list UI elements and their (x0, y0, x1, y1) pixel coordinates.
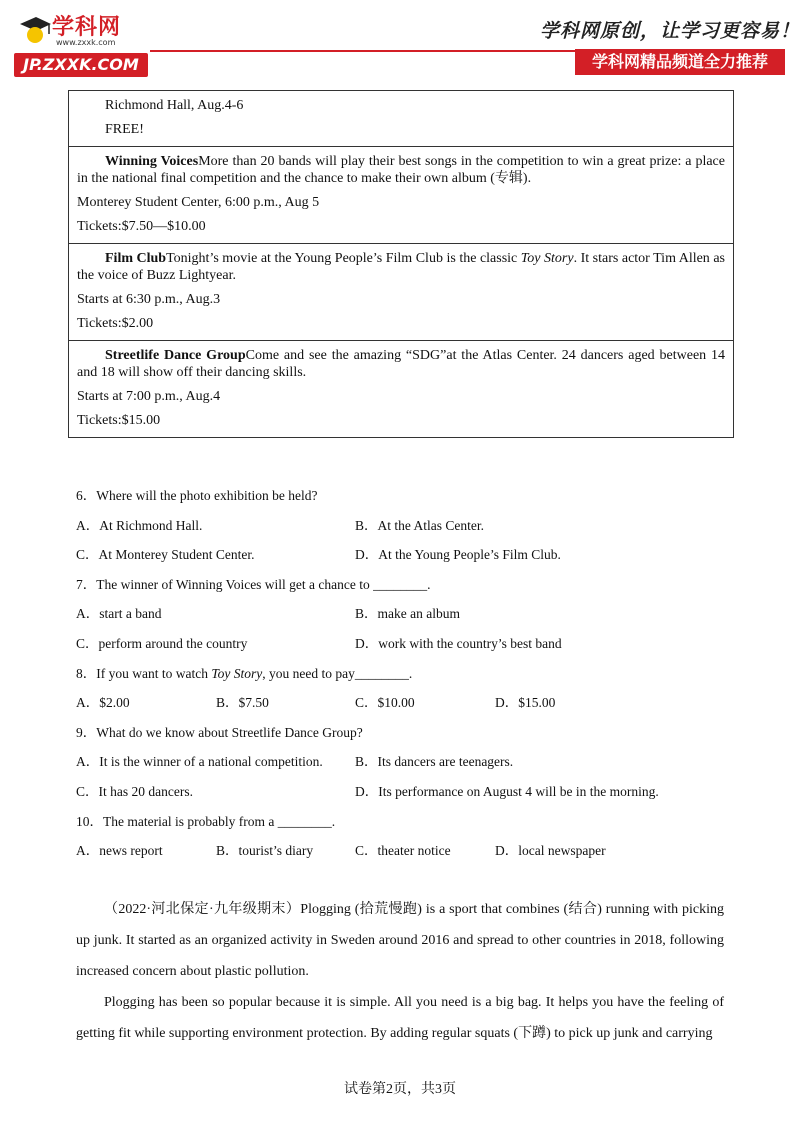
option-c: C．theater notice (355, 843, 451, 859)
event-tickets: Tickets:$2.00 (77, 316, 154, 331)
question-10-options (76, 841, 736, 871)
film-club-description (77, 250, 725, 284)
option-b: B．make an album (355, 606, 460, 622)
event-notice-table (68, 90, 734, 438)
passage-paragraph-2: Plogging has been so popular because it is simple. All you need is a big bag. It helps you have the feeling of getting fit while supporting environment protection. By adding regular squats (下蹲) to pick up junk and carrying (76, 995, 724, 1041)
event-title: Winning Voices (105, 154, 199, 169)
page-header (0, 0, 800, 80)
option-b: B．tourist’s diary (216, 843, 314, 859)
table-row (69, 340, 733, 437)
event-description-end: . It stars actor Tim Allen as the voice of Buzz Lightyear. (77, 251, 725, 283)
option-c: C．$10.00 (355, 695, 415, 711)
movie-title: Toy Story (211, 665, 263, 681)
question-7-stem: 7．The winner of Winning Voices will get a chance to ________. (76, 576, 431, 592)
event-description: Tonight’s movie at the Young People’s Film Club is the classic (166, 251, 521, 266)
passage-paragraph-1: （2022·河北保定·九年级期末）Plogging (拾荒慢跑) is a sport that combines (结合) running with picking up junk. It started as an organized activity in Sweden around 2016 and spread to other countries in 2018, following increased concern about plastic pollution. (76, 902, 724, 979)
photo-exhibition-place: Richmond Hall, Aug.4-6 (105, 98, 244, 113)
stem-text-end: , you need to pay________. (262, 665, 413, 681)
dance-group-description (77, 347, 725, 381)
event-description: Come and see the amazing “SDG”at the Atlas Center. 24 dancers aged between 14 and 18 will show off their dancing skills. (77, 348, 726, 380)
question-9-options-row2 (76, 782, 736, 812)
logo-name: 学科网 (52, 15, 122, 40)
reading-passage (76, 894, 724, 1049)
question-8-options (76, 693, 736, 723)
event-title: Streetlife Dance Group (105, 348, 246, 363)
event-time: Starts at 7:00 p.m., Aug.4 (77, 389, 221, 404)
logo-url: www.zxxk.com (56, 38, 116, 47)
question-6-options-row2 (76, 545, 736, 575)
event-tickets: Tickets:$7.50—$10.00 (77, 219, 206, 234)
table-row (69, 91, 733, 146)
page-number: 试卷第2页，共3页 (344, 1082, 456, 1097)
option-a: A．It is the winner of a national competition. (76, 754, 323, 770)
option-a: A．news report (76, 843, 163, 859)
question-9-options-row1 (76, 752, 736, 782)
promo-banner: 学科网精品频道全力推荐 (575, 49, 785, 75)
option-d: D．At the Young People’s Film Club. (355, 547, 561, 563)
winning-voices-description (77, 153, 725, 187)
option-c: C．perform around the country (76, 635, 248, 651)
question-7-options-row1 (76, 604, 736, 634)
movie-title: Toy Story (520, 251, 574, 266)
stem-text: 8．If you want to watch (76, 665, 212, 681)
graduation-cap-logo-icon (18, 12, 52, 46)
question-8-stem (76, 664, 736, 694)
header-divider (150, 50, 575, 52)
table-row (69, 243, 733, 340)
question-6-options-row1 (76, 516, 736, 546)
option-a: A．$2.00 (76, 695, 130, 711)
option-d: D．work with the country’s best band (355, 635, 562, 651)
event-title: Film Club (105, 251, 167, 266)
event-description: More than 20 bands will play their best songs in the competition to win a great prize: a place in the national final competition and the chance to make their own album (专辑). (77, 154, 725, 186)
option-c: C．It has 20 dancers. (76, 783, 193, 799)
event-place-time: Monterey Student Center, 6:00 p.m., Aug 5 (77, 195, 320, 210)
option-d: D．Its performance on August 4 will be in the morning. (355, 783, 659, 799)
event-tickets: Tickets:$15.00 (77, 413, 161, 428)
option-b: B．Its dancers are teenagers. (355, 754, 514, 770)
header-slogan: 学科网原创，让学习更容易！ (540, 20, 800, 42)
option-c: C．At Monterey Student Center. (76, 547, 255, 563)
table-row (69, 146, 733, 243)
option-a: A．At Richmond Hall. (76, 517, 203, 533)
question-9-stem: 9．What do we know about Streetlife Dance Group? (76, 724, 363, 740)
option-a: A．start a band (76, 606, 162, 622)
logo-badge: JP.ZXXK.COM (14, 53, 148, 77)
option-b: B．At the Atlas Center. (355, 517, 484, 533)
option-d: D．local newspaper (495, 843, 606, 859)
option-b: B．$7.50 (216, 695, 269, 711)
option-d: D．$15.00 (495, 695, 556, 711)
question-7-options-row2 (76, 634, 736, 664)
questions-section (76, 486, 736, 871)
photo-exhibition-price: FREE! (105, 122, 144, 137)
question-10-stem: 10．The material is probably from a ________. (76, 813, 336, 829)
question-6-stem: 6．Where will the photo exhibition be held? (76, 488, 318, 503)
event-time: Starts at 6:30 p.m., Aug.3 (77, 292, 221, 307)
